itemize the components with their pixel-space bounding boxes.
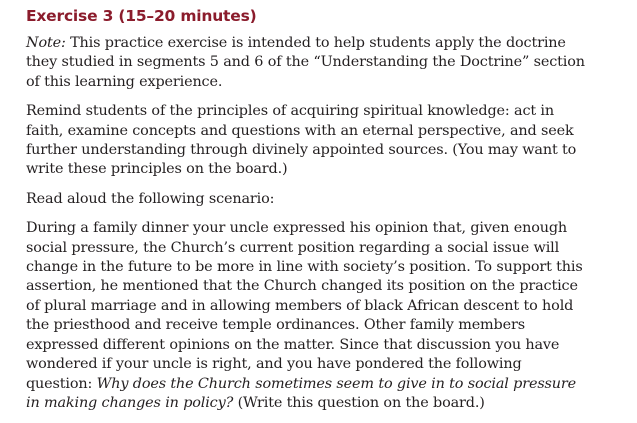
remind-paragraph: Remind students of the principles of acquiring spiritual knowledge: act in faith, examine concepts and questions with an eternal perspective, and seek further understanding through divinely appointed sources. (You may want to write these principles on the board.) [26, 103, 577, 178]
scenario-intro: During a family dinner your uncle expressed his opinion that, given enough social pressure, the Church’s current position regarding a social issue will change in the future to be more in line with society’s position. To support this assertion, he mentioned that the Church changed its position on the practice of plural marriage and in allowing members of black African descent to hold the priesthood and receive temple ordinances. Other family members expressed different opinions on the matter. Since that discussion you have wondered if your uncle is right, and you have pondered the following question: [26, 220, 583, 392]
exercise-section [26, 6, 591, 423]
scenario-question: Why does the Church sometimes seem to give in to social pressure in making changes in policy? [26, 375, 576, 411]
exercise-heading: Exercise 3 (15–20 minutes) [26, 7, 257, 25]
scenario-instruction: (Write this question on the board.) [233, 394, 485, 411]
scenario-paragraph [26, 219, 591, 413]
read-aloud-paragraph: Read aloud the following scenario: [26, 190, 275, 207]
note-text: This practice exercise is intended to help students apply the doctrine they studied in segments 5 and 6 of the “Understanding the Doctrine” section of this learning experience. [26, 35, 585, 90]
note-paragraph [26, 34, 591, 92]
note-label: Note: [26, 35, 66, 51]
